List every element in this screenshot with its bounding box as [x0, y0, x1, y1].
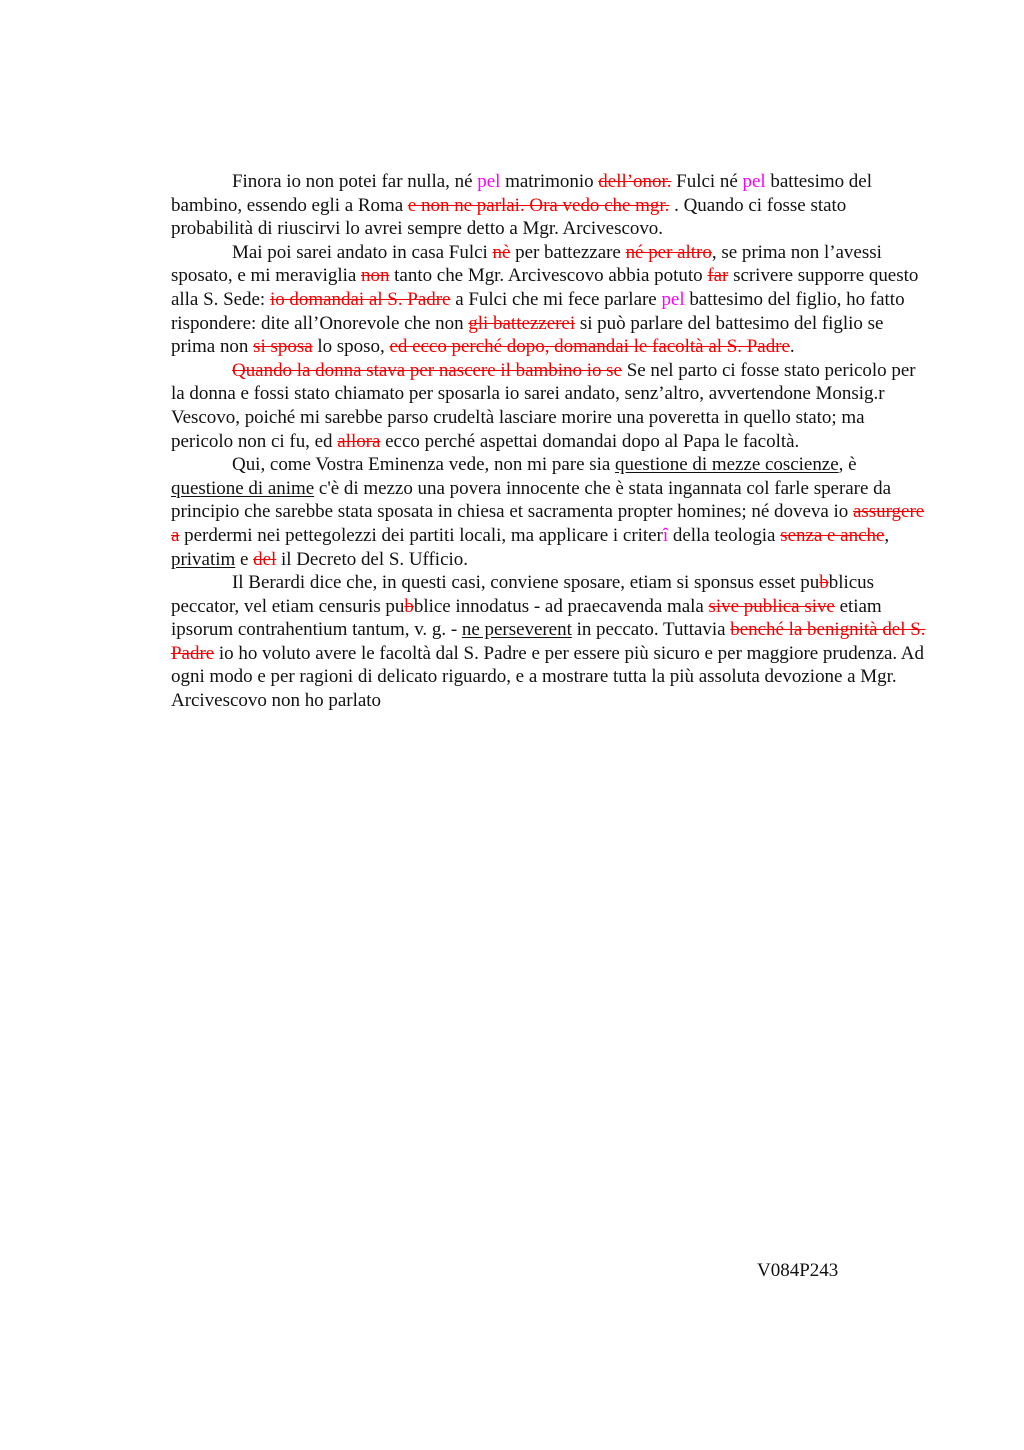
- paragraph: [171, 571, 931, 713]
- deleted-text: assurgere a: [171, 501, 925, 546]
- text-run: , è: [838, 454, 857, 476]
- text-run: Il Berardi dice che, in questi casi, conviene sposare, etiam si sponsus esset pu: [232, 572, 820, 594]
- deleted-text: allora: [337, 430, 381, 452]
- text-run: a Fulci che mi fece parlare: [450, 288, 662, 310]
- text-run: il Decreto del S. Ufficio.: [276, 548, 468, 570]
- inserted-text: pel: [477, 171, 501, 192]
- text-run: Se nel parto ci fosse stato pericolo per la donna e fossi stato chiamato per sposarla io sarei andato, senz’altro, avvertendone Monsig.r Vescovo, poiché mi sarebbe parso crudeltà lasciare morire una poveretta in quello stato; ma pericolo non ci fu, ed: [171, 359, 916, 452]
- inserted-text: pel: [742, 171, 766, 192]
- text-run: .: [789, 336, 795, 358]
- text-run: battesimo del figlio, ho fatto rispondere: dite all’Onorevole che non: [171, 288, 905, 334]
- deleted-text: senza e anche: [780, 524, 885, 546]
- underlined-text: privatim: [171, 548, 236, 570]
- text-run: lo sposo,: [312, 336, 390, 358]
- text-run: della teologia: [668, 524, 781, 546]
- text-run: Fulci né: [671, 171, 743, 192]
- paragraph: [171, 241, 931, 359]
- underlined-text: questione di anime: [171, 477, 315, 499]
- underlined-text: ne perseverent: [461, 619, 572, 641]
- text-run: blice innodatus - ad praecavenda mala: [413, 595, 709, 617]
- paragraph: [171, 359, 931, 453]
- paragraph: [171, 170, 931, 241]
- text-run: Finora io non potei far nulla, né: [232, 171, 478, 192]
- inserted-text: pel: [661, 288, 685, 310]
- text-run: ecco perché aspettai domandai dopo al Papa le facoltà.: [380, 430, 800, 452]
- deleted-text: del: [253, 548, 277, 570]
- text-run: per battezzare: [510, 241, 626, 263]
- deleted-text: sive publica sive: [708, 595, 835, 617]
- text-run: battesimo del bambino, essendo egli a Roma: [171, 171, 872, 216]
- text-run: e: [235, 548, 254, 570]
- text-run: tanto che Mgr. Arcivescovo abbia potuto: [389, 265, 708, 287]
- deleted-text: Quando la donna stava per nascere il bambino io se: [232, 359, 622, 381]
- deleted-text: e non ne parlai. Ora vedo che mgr.: [407, 194, 670, 216]
- text-run: si può parlare del battesimo del figlio se prima non: [171, 312, 884, 358]
- text-run: Mai poi sarei andato in casa Fulci: [232, 241, 493, 263]
- deleted-text: b: [819, 572, 829, 594]
- text-run: , se prima non l’avessi sposato, e mi meraviglia: [171, 241, 882, 287]
- text-run: matrimonio: [500, 171, 599, 192]
- deleted-text: non: [360, 265, 390, 287]
- letter-body: [171, 170, 931, 713]
- text-run: blicus peccator, vel etiam censuris pu: [171, 572, 874, 617]
- deleted-text: ed ecco perché dopo, domandai le facoltà al S. Padre: [389, 336, 790, 358]
- deleted-text: né per altro: [625, 241, 712, 263]
- text-run: ,: [884, 524, 890, 546]
- inserted-text: î: [662, 524, 669, 546]
- deleted-text: io domandai al S. Padre: [269, 288, 451, 310]
- text-run: scrivere supporre questo alla S. Sede:: [171, 265, 919, 310]
- text-run: io ho voluto avere le facoltà dal S. Padre e per essere più sicuro e per maggiore prudenza. Ad ogni modo e per ragioni di delicato riguardo, e a mostrare tutta la più assoluta devozione a Mgr. Arcivescovo non ho parlato: [171, 642, 924, 712]
- text-run: perdermi nei pettegolezzi dei partiti locali, ma applicare i criter: [179, 524, 663, 546]
- deleted-text: si sposa: [253, 336, 313, 358]
- deleted-text: far: [707, 265, 729, 287]
- deleted-text: gli battezzerei: [468, 312, 576, 334]
- deleted-text: b: [404, 595, 414, 617]
- text-run: c'è di mezzo una povera innocente che è stata ingannata col farle sperare da principio che sarebbe stata sposata in chiesa et sacramenta propter homines; né doveva io: [171, 477, 892, 523]
- underlined-text: questione di mezze coscienze: [614, 454, 839, 476]
- text-run: in peccato. Tuttavia: [571, 619, 731, 641]
- paragraph: [171, 453, 931, 571]
- deleted-text: dell’onor.: [598, 171, 672, 192]
- deleted-text: nè: [492, 241, 511, 263]
- page-identifier: V084P243: [757, 1260, 839, 1281]
- text-run: Qui, come Vostra Eminenza vede, non mi pare sia: [232, 454, 615, 476]
- text-run: . Quando ci fosse stato probabilità di riuscirvi lo avrei sempre detto a Mgr. Arcivescovo.: [171, 194, 847, 240]
- text-run: etiam ipsorum contrahentium tantum, v. g. -: [171, 595, 882, 641]
- deleted-text: benché la benignità del S. Padre: [171, 619, 926, 664]
